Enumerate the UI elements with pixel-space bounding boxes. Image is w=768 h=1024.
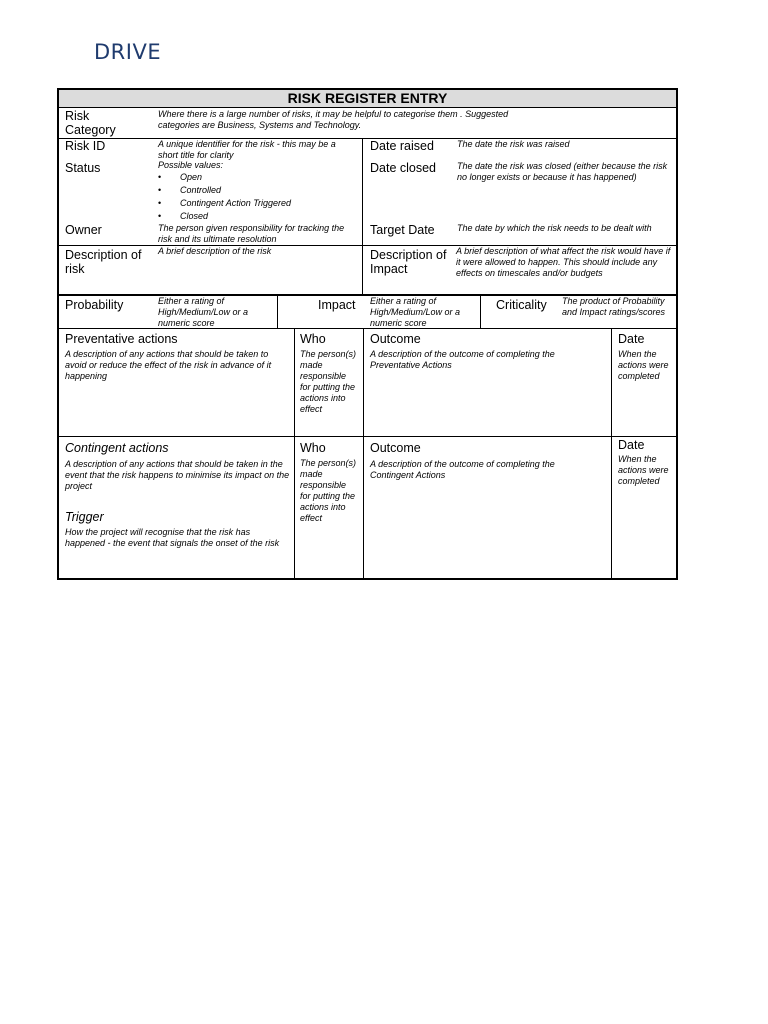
contingent-who-desc: The person(s) made responsible for putting the actions into effect bbox=[300, 458, 357, 523]
status-value-item: • Controlled bbox=[180, 184, 358, 197]
date-closed-label: Date closed bbox=[370, 161, 437, 175]
status-desc: Possible values: bbox=[158, 160, 224, 170]
preventative-outcome-label: Outcome bbox=[370, 332, 421, 346]
trigger-desc: How the project will recognise that the risk has happened - the event that signals the onset of the risk bbox=[65, 527, 280, 548]
status-value-item: • Contingent Action Triggered bbox=[180, 197, 358, 210]
brand-title: DRIVE bbox=[94, 40, 162, 64]
status-values-list bbox=[158, 171, 358, 223]
preventative-date-desc: When the actions were completed bbox=[618, 349, 669, 381]
form-title: RISK REGISTER ENTRY bbox=[59, 90, 676, 108]
contingent-date-label: Date bbox=[618, 438, 645, 452]
description-of-impact-label: Description of Impact bbox=[370, 248, 447, 276]
risk-category-label: Risk Category bbox=[65, 109, 116, 137]
description-of-risk-label: Description of risk bbox=[65, 248, 142, 276]
target-date-label: Target Date bbox=[370, 223, 435, 237]
contingent-who-label: Who bbox=[300, 441, 326, 455]
column-divider bbox=[277, 294, 278, 328]
risk-id-label: Risk ID bbox=[65, 139, 106, 153]
preventative-who-label: Who bbox=[300, 332, 326, 346]
owner-desc: The person given responsibility for tracking the risk and its ultimate resolution bbox=[158, 223, 345, 244]
risk-category-desc: Where there is a large number of risks, it may be helpful to categorise them . Suggested categories are Business, Systems and Technology. bbox=[158, 109, 509, 130]
criticality-desc: The product of Probability and Impact ratings/scores bbox=[562, 296, 666, 317]
impact-label: Impact bbox=[318, 298, 356, 312]
date-raised-label: Date raised bbox=[370, 139, 434, 153]
status-value-item: • Open bbox=[180, 171, 358, 184]
date-raised-desc: The date the risk was raised bbox=[457, 139, 570, 149]
row-divider bbox=[59, 436, 676, 437]
trigger-label: Trigger bbox=[65, 510, 104, 524]
preventative-actions-desc: A description of any actions that should be taken to avoid or reduce the effect of the risk in advance of it happening bbox=[65, 349, 272, 381]
column-divider bbox=[611, 328, 612, 580]
status-desc-block bbox=[158, 160, 358, 223]
contingent-actions-desc: A description of any actions that should be taken in the event that the risk happens to minimise its impact on the project bbox=[65, 459, 290, 491]
column-divider bbox=[480, 294, 481, 328]
preventative-outcome-desc: A description of the outcome of completing the Preventative Actions bbox=[370, 349, 555, 370]
probability-label: Probability bbox=[65, 298, 124, 312]
column-divider bbox=[362, 138, 363, 294]
status-value-item: • Closed bbox=[180, 210, 358, 223]
criticality-label: Criticality bbox=[496, 298, 547, 312]
target-date-desc: The date by which the risk needs to be dealt with bbox=[457, 223, 652, 233]
preventative-actions-label: Preventative actions bbox=[65, 332, 178, 346]
risk-id-desc: A unique identifier for the risk - this may be a short title for clarity bbox=[158, 139, 336, 160]
impact-desc: Either a rating of High/Medium/Low or a numeric score bbox=[370, 296, 461, 328]
description-of-impact-desc: A brief description of what affect the risk would have if it were allowed to happen. This should include any effects on timescales and/or budgets bbox=[456, 246, 671, 278]
contingent-outcome-label: Outcome bbox=[370, 441, 421, 455]
status-label: Status bbox=[65, 161, 101, 175]
probability-desc: Either a rating of High/Medium/Low or a numeric score bbox=[158, 296, 249, 328]
preventative-date-label: Date bbox=[618, 332, 645, 346]
column-divider bbox=[294, 328, 295, 580]
row-divider bbox=[59, 328, 676, 329]
contingent-outcome-desc: A description of the outcome of completing the Contingent Actions bbox=[370, 459, 555, 480]
date-closed-desc: The date the risk was closed (either because the risk no longer exists or because it has happened) bbox=[457, 161, 668, 182]
contingent-actions-label: Contingent actions bbox=[65, 441, 169, 455]
risk-register-form bbox=[57, 88, 678, 580]
preventative-who-desc: The person(s) made responsible for putting the actions into effect bbox=[300, 349, 357, 414]
column-divider bbox=[363, 328, 364, 580]
owner-label: Owner bbox=[65, 223, 102, 237]
description-of-risk-desc: A brief description of the risk bbox=[158, 246, 272, 256]
contingent-date-desc: When the actions were completed bbox=[618, 454, 669, 486]
